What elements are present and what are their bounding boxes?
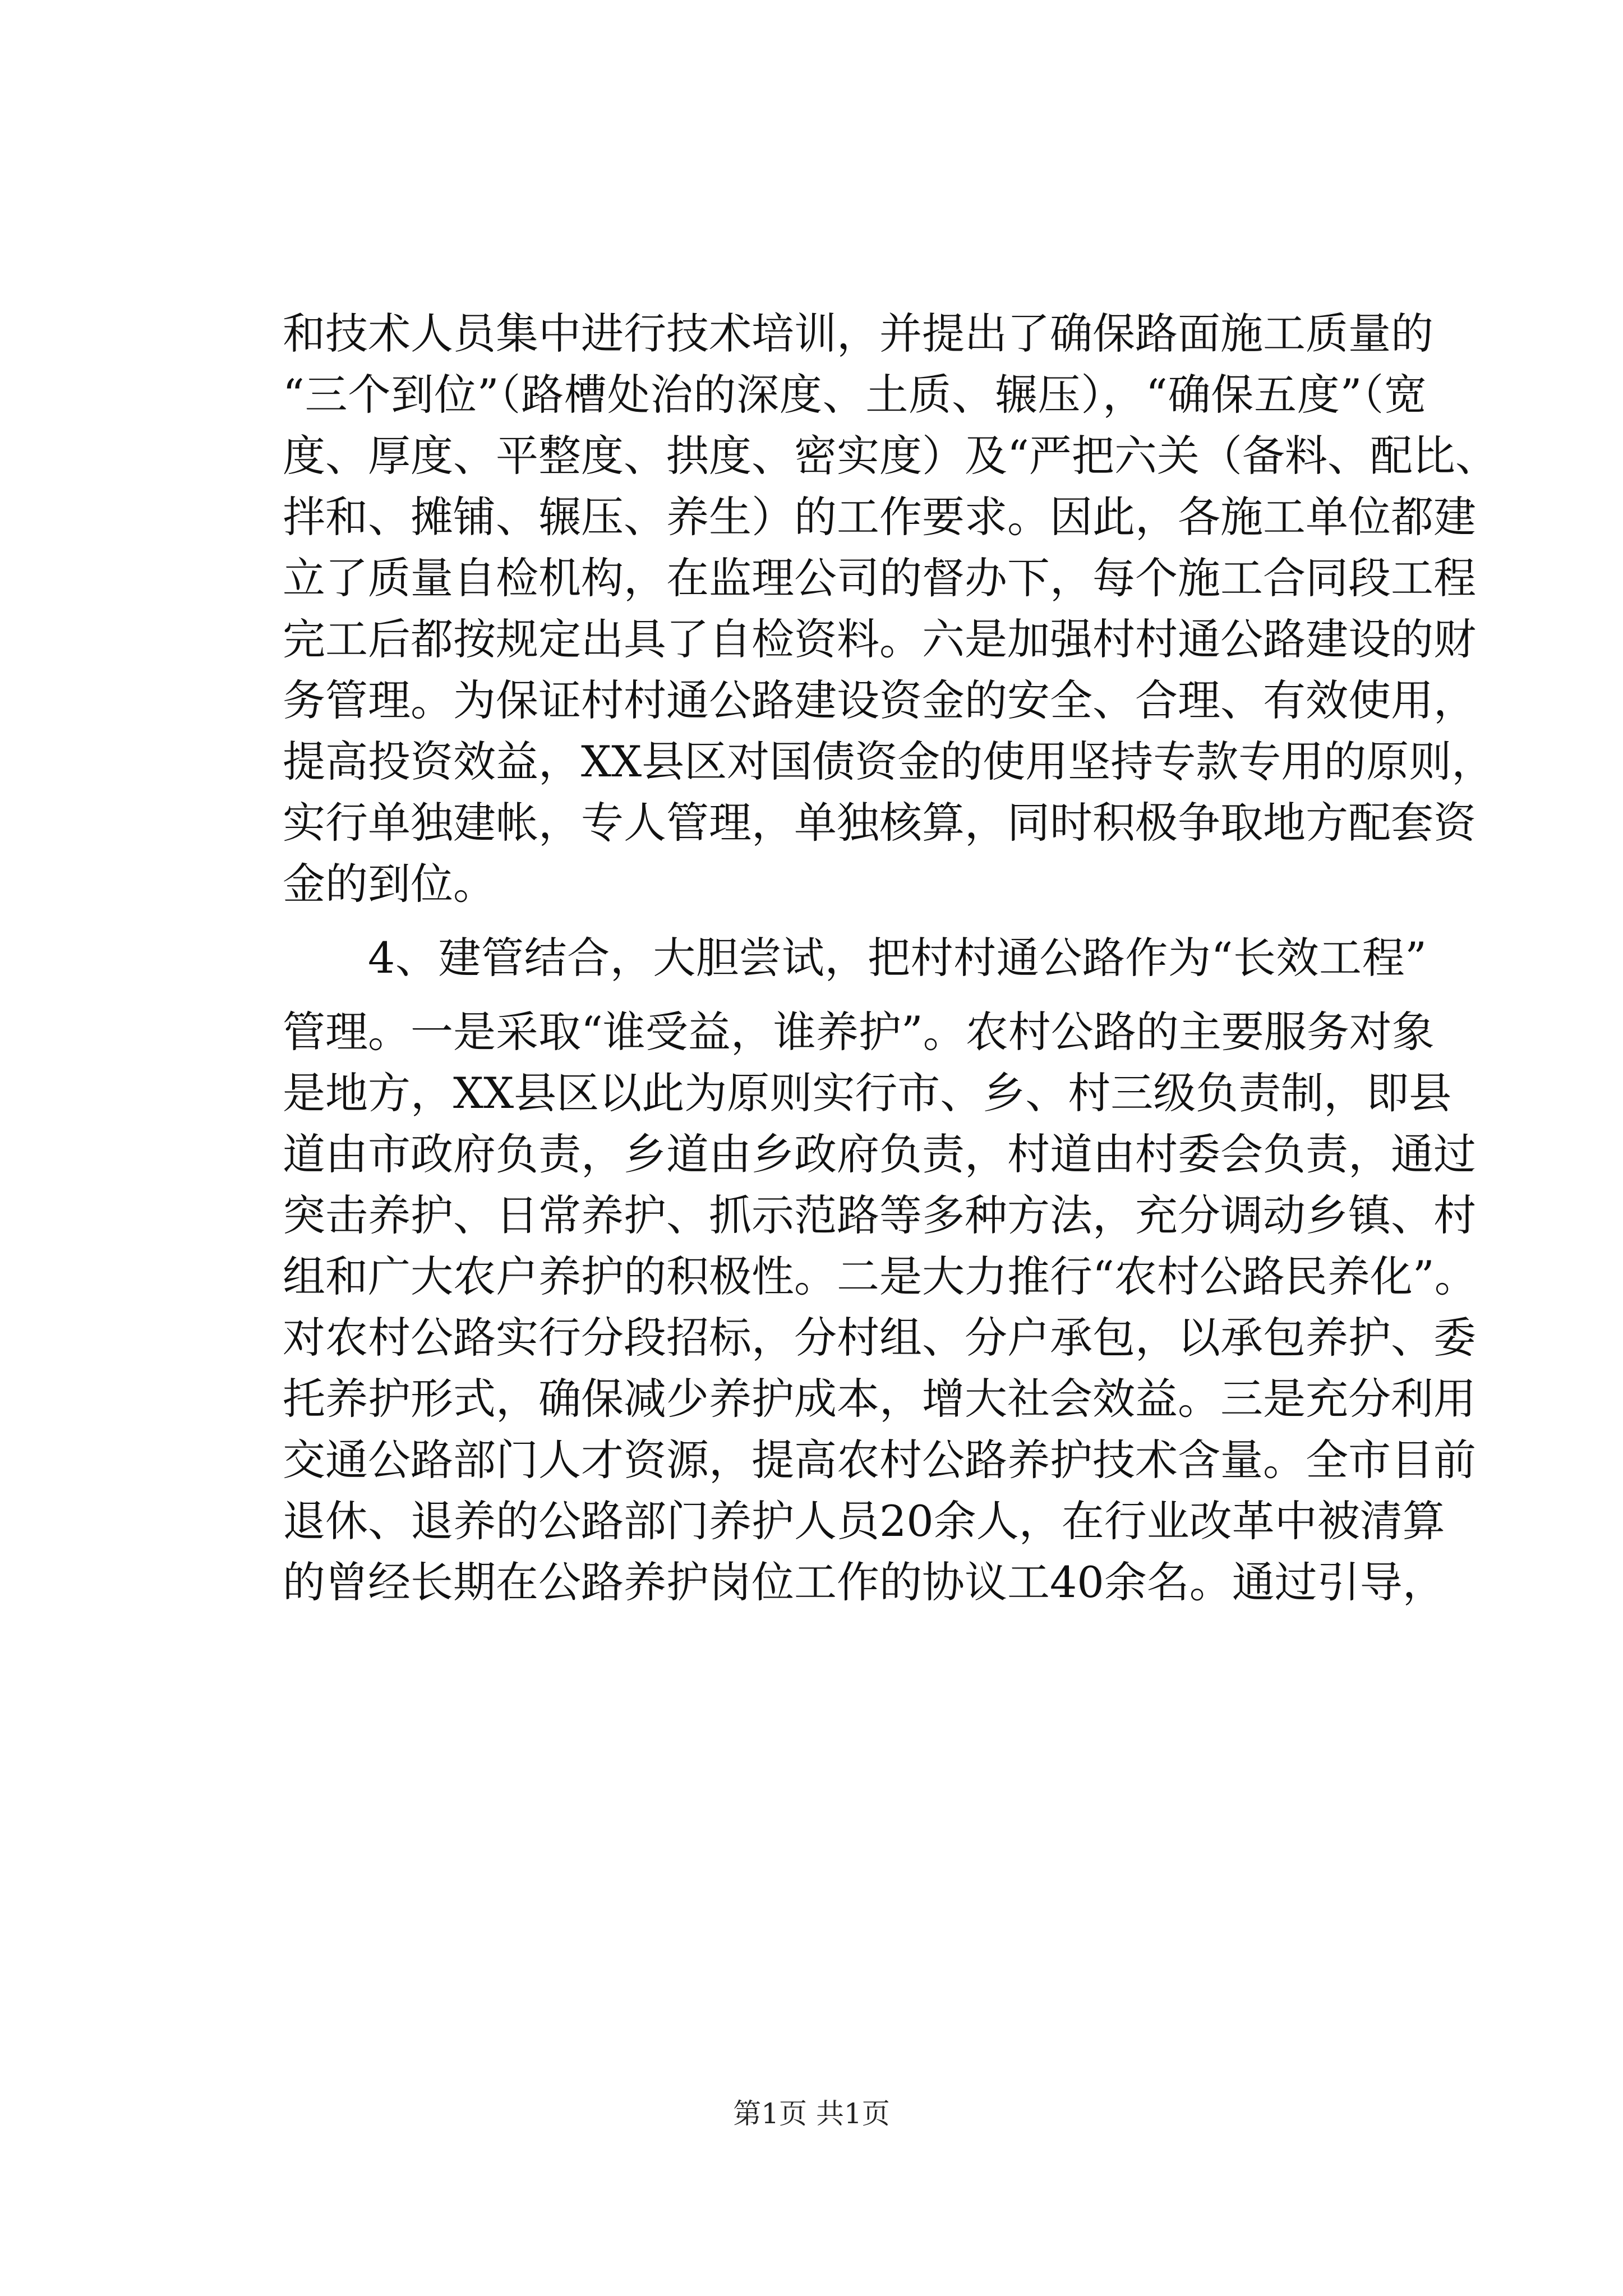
paragraph-1-line-2: “三个到位”（路槽处治的深度、土质、辗压），“确保五度”（宽 (283, 370, 1427, 420)
page-footer (0, 2097, 1623, 2131)
paragraph-1-line-9: 实行单独建帐，专人管理，单独核算，同时积极争取地方配套资 (283, 798, 1476, 848)
paragraph-1-line-10: 金的到位。 (283, 859, 496, 909)
document-body (283, 303, 1498, 1613)
paragraph-2-line-9: 交通公路部门人才资源，提高农村公路养护技术含量。全市目前 (283, 1435, 1476, 1485)
paragraph-1-line-1: 和技术人员集中进行技术培训，并提出了确保路面施工质量的 (283, 309, 1433, 358)
paragraph-2-line-2: 管理。一是采取“谁受益，谁养护”。农村公路的主要服务对象 (283, 1007, 1435, 1057)
paragraph-2-line-6: 组和广大农户养护的积极性。二是大力推行“农村公路民养化”。 (283, 1251, 1477, 1301)
paragraph-1-line-5: 立了质量自检机构，在监理公司的督办下，每个施工合同段工程 (283, 553, 1476, 603)
paragraph-1-line-4: 拌和、摊铺、辗压、养生）的工作要求。因此，各施工单位都建 (283, 492, 1476, 542)
paragraph-2-line-5: 突击养护、日常养护、抓示范路等多种方法，充分调动乡镇、村 (283, 1190, 1476, 1240)
paragraph-1-line-7: 务管理。为保证村村通公路建设资金的安全、合理、有效使用， (283, 675, 1476, 725)
paragraph-2-line-1: 4、建管结合，大胆尝试，把村村通公路作为“长效工程” (368, 933, 1427, 983)
page-number-label: 第1页 共1页 (733, 2097, 890, 2130)
paragraph-2-line-4: 道由市政府负责，乡道由乡政府负责，村道由村委会负责，通过 (283, 1129, 1476, 1179)
paragraph-1-line-8: 提高投资效益，XX县区对国债资金的使用坚持专款专用的原则， (283, 737, 1495, 786)
paragraph-2-line-11: 的曾经长期在公路养护岗位工作的协议工40余名。通过引导， (283, 1557, 1445, 1607)
paragraph-2-line-3: 是地方，XX县区以此为原则实行市、乡、村三级负责制，即县 (283, 1068, 1452, 1118)
paragraph-2-line-8: 托养护形式，确保减少养护成本，增大社会效益。三是充分利用 (283, 1374, 1476, 1424)
paragraph-2-line-7: 对农村公路实行分段招标，分村组、分户承包，以承包养护、委 (283, 1313, 1476, 1363)
paragraph-1-line-6: 完工后都按规定出具了自检资料。六是加强村村通公路建设的财 (283, 614, 1476, 664)
paragraph-2-line-10: 退休、退养的公路部门养护人员20余人，在行业改革中被清算 (283, 1496, 1445, 1546)
paragraph-1-line-3: 度、厚度、平整度、拱度、密实度）及“严把六关（备料、配比、 (283, 431, 1498, 481)
